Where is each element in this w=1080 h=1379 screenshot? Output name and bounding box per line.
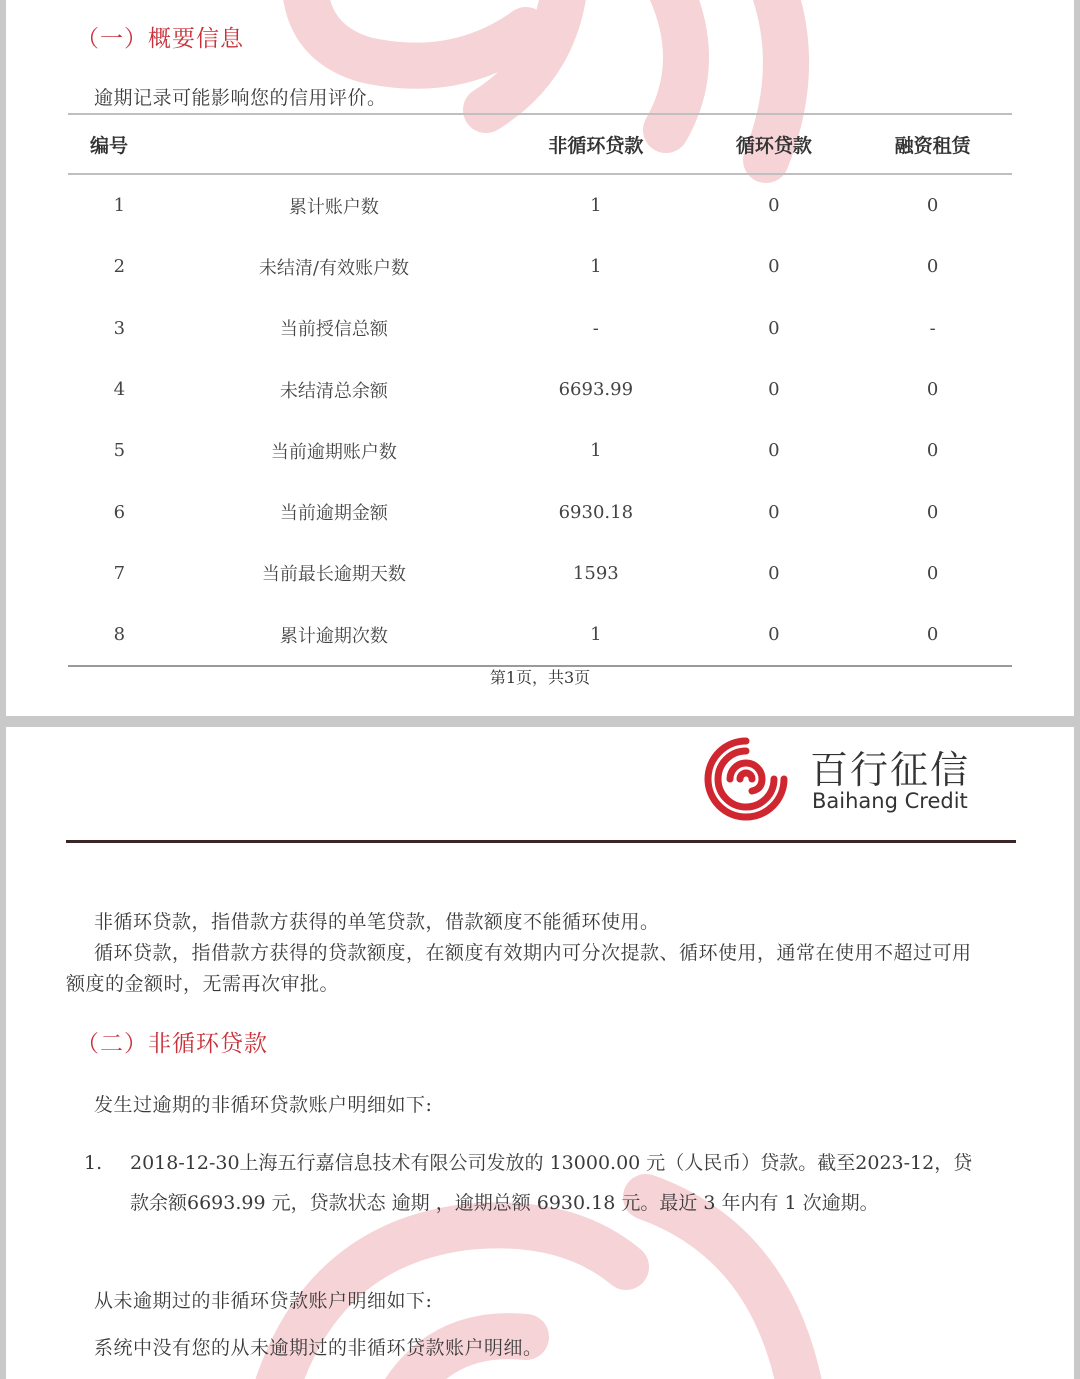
table-row [68, 604, 1012, 667]
baihang-credit-logo [700, 733, 980, 825]
row-number: 3 [113, 317, 126, 339]
summary-table [68, 113, 1012, 667]
row-label: 未结清总余额 [279, 380, 388, 402]
never-overdue-heading: 从未逾期过的非循环贷款账户明细如下: [94, 1290, 433, 1312]
row-number: 5 [113, 440, 126, 462]
table-row [68, 236, 1012, 297]
table-row [68, 359, 1012, 420]
header-number: 编号 [68, 113, 171, 175]
section-title-summary: （一）概要信息 [76, 26, 244, 52]
summary-intro-text: 逾期记录可能影响您的信用评价。 [94, 87, 387, 109]
definition-non-revolving: 非循环贷款，指借款方获得的单笔贷款，借款额度不能循环使用。 [94, 911, 660, 933]
header-item [171, 113, 497, 175]
header-financial-leasing: 融资租赁 [853, 113, 1012, 175]
row-label: 累计账户数 [288, 196, 379, 218]
row-number: 8 [68, 604, 171, 667]
non-revolving-value: 6930.18 [558, 501, 634, 523]
revolving-value: 0 [768, 317, 780, 339]
non-revolving-value: 1 [590, 195, 602, 217]
row-number: 4 [113, 379, 126, 401]
row-label: 当前最长逾期天数 [261, 564, 406, 586]
revolving-value: 0 [768, 195, 780, 217]
row-label: 当前逾期金额 [279, 503, 388, 525]
row-label: 当前授信总额 [279, 319, 388, 341]
page-footer: 第1页，共3页 [489, 668, 591, 687]
leasing-value: 0 [926, 440, 939, 462]
non-revolving-value: 6693.99 [558, 379, 634, 401]
row-label: 未结清/有效账户数 [258, 257, 409, 279]
header-non-revolving-loan: 非循环贷款 [497, 113, 694, 175]
non-revolving-value: 1 [590, 256, 602, 278]
leasing-value: 0 [926, 256, 939, 278]
row-label: 累计逾期次数 [171, 604, 497, 667]
leasing-value: 0 [926, 195, 939, 217]
table-row [68, 298, 1012, 359]
baihang-spiral-logo-icon [700, 733, 792, 825]
record-line-1: 2018-12-30上海五行嘉信息技术有限公司发放的 13000.00 元（人民币）贷款。截至2023-12，贷 [130, 1152, 973, 1174]
leasing-value: 0 [926, 379, 939, 401]
non-revolving-value: 1 [497, 604, 694, 667]
section-title-non-revolving: （二）非循环贷款 [76, 1031, 268, 1057]
table-row [68, 543, 1012, 604]
logo-english-name: Baihang Credit [812, 789, 968, 813]
row-number: 7 [113, 562, 126, 584]
row-label: 当前逾期账户数 [270, 441, 397, 463]
header-revolving-loan: 循环贷款 [695, 113, 854, 175]
row-number: 1 [113, 195, 126, 217]
table-row [68, 481, 1012, 542]
list-item [84, 1143, 1014, 1223]
revolving-value: 0 [768, 440, 780, 462]
header-divider [66, 840, 1016, 843]
record-line-2: 款余额6693.99 元，贷款状态 逾期 ，逾期总额 6930.18 元。最近 3 年内有 1 次逾期。 [130, 1192, 879, 1214]
revolving-value: 0 [768, 256, 780, 278]
overdue-accounts-heading: 发生过逾期的非循环贷款账户明细如下: [94, 1094, 433, 1116]
report-page-1 [6, 0, 1074, 716]
revolving-value: 0 [695, 604, 854, 667]
revolving-value: 0 [768, 562, 780, 584]
non-revolving-value: 1593 [572, 562, 619, 584]
report-page-2 [6, 727, 1074, 1379]
revolving-value: 0 [768, 379, 780, 401]
definition-revolving-line1: 循环贷款，指借款方获得的贷款额度，在额度有效期内可分次提款、循环使用，通常在使用不超过可用 [94, 942, 972, 964]
record-number: 1. [84, 1152, 103, 1174]
revolving-value: 0 [768, 501, 780, 523]
logo-chinese-name: 百行征信 [810, 748, 971, 792]
leasing-value: - [929, 317, 936, 339]
non-revolving-value: 1 [590, 440, 602, 462]
non-revolving-value: - [592, 317, 599, 339]
table-header-row [68, 113, 1012, 175]
leasing-value: 0 [853, 604, 1012, 667]
leasing-value: 0 [926, 501, 939, 523]
table-row [68, 175, 1012, 236]
row-number: 6 [113, 501, 126, 523]
leasing-value: 0 [926, 562, 939, 584]
table-row [68, 420, 1012, 481]
row-number: 2 [113, 256, 126, 278]
never-overdue-text: 系统中没有您的从未逾期过的非循环贷款账户明细。 [94, 1337, 543, 1359]
definition-revolving-line2: 额度的金额时，无需再次审批。 [66, 973, 340, 995]
